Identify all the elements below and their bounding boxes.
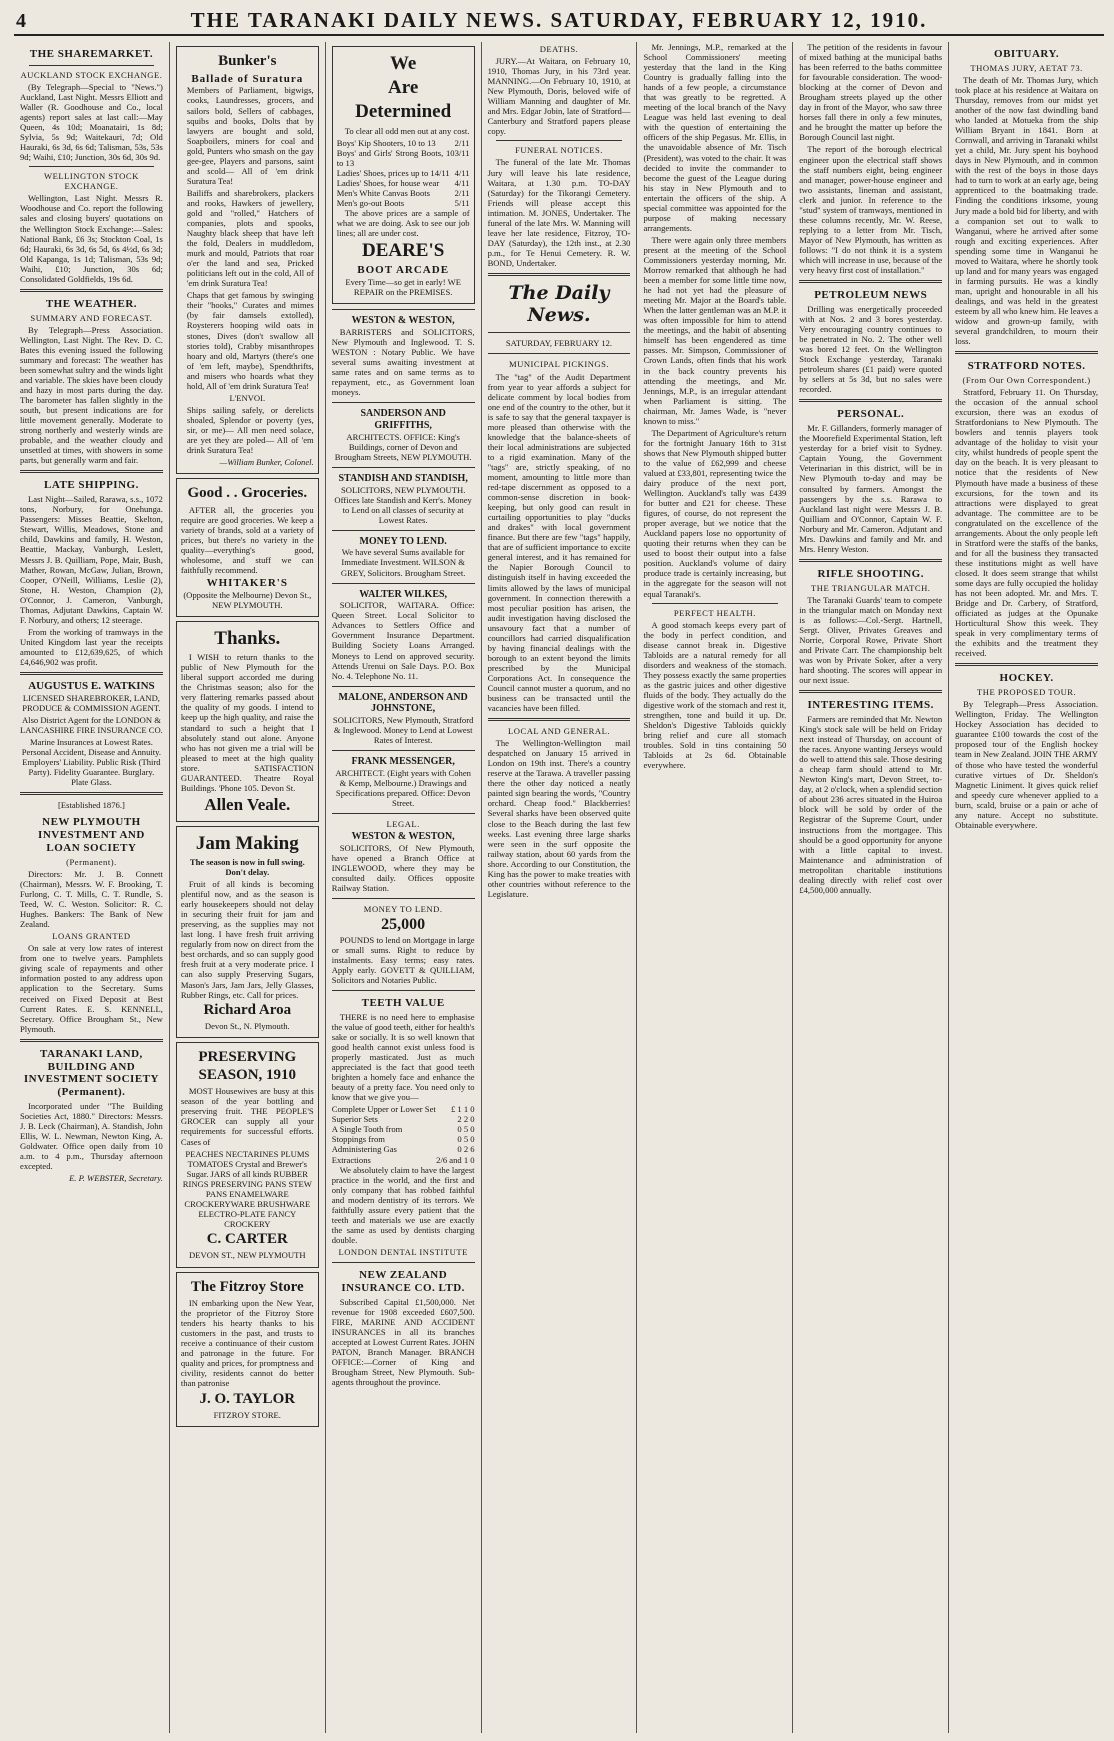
petroleum-heading: PETROLEUM NEWS bbox=[814, 289, 928, 302]
land-society-heading: TARANAKI LAND, BUILDING AND INVESTMENT SOCIETY (Permanent). bbox=[23, 1047, 159, 1099]
column-5 bbox=[637, 42, 793, 1733]
interesting-heading: INTERESTING ITEMS. bbox=[807, 699, 934, 712]
wellington-exchange-body: Wellington, Last Night. Messrs R. Woodhouse and Co. report the following sales and closing buyers' quotations on the Wellington Stock Exchange:—Sales: National Bank, £6 3s; Stockton Coal, 1s 6d; Hauraki, 6s 3d, 6s 5d, 6s 4½d, 6s 3d; Old Kapanga, 1s 1d; Talisman, 53s 9d; Waihi, £10; Junction, 30s 6d; Consolidated Goldfields, 19s 6d. bbox=[20, 193, 163, 284]
stratford-subheading: (From Our Own Correspondent.) bbox=[962, 375, 1091, 386]
preserving-heading: PRESERVING SEASON, 1910 bbox=[198, 1049, 297, 1083]
standish-heading: STANDISH AND STANDISH, bbox=[338, 472, 468, 484]
bunker-subheading: Ballade of Suratura bbox=[191, 72, 304, 85]
loans-heading: LOANS GRANTED bbox=[52, 931, 131, 942]
local-body: The Wellington-Wellington mail despatched on January 15 arrived in London on 19th inst. There's a country reserve at the Tarawa. A traveller passing there the other day noticed a neatly painted sign bearing the words, "Country orchard. Cheap food." Blackberries! Several sharks have been observed quite close to the Beach during the last few weeks. Last evening three large sharks were seen in the surf opposite the railway station, about 60 yards from the shore. According to our Constitution, the King has the power to make treaties with other countries without reference to the Legislature. bbox=[487, 738, 631, 899]
determined-price: 3/11 bbox=[454, 147, 470, 158]
lend-heading: MONEY TO LEND. bbox=[363, 904, 443, 914]
teeth-row bbox=[332, 1114, 475, 1124]
groceries-advert bbox=[176, 478, 319, 617]
london-dental-name: LONDON DENTAL INSTITUTE bbox=[338, 1246, 468, 1257]
interesting-body: Farmers are reminded that Mr. Newton King's stock sale will be held on Friday next instead of Thursday, on account of the races. Anyone wanting Jerseys would do well to attend this sale. Those desiring a cheap farm should attend to Mr. Newton King's mart, Devon Street, to-day, at 2 o'clock, when a splendid section of about 236 acres situated in the Huiroa block will be sold by order of the Registrar of the Supreme Court, under instructions from the mortgagee. This should be a good opportunity for anyone with a little capital to invest. Maintenance and administration of metropolitan charitable institutions dealing directly with relief cost over £4,500,000 annually. bbox=[799, 714, 943, 895]
determined-price: 4/11 bbox=[454, 177, 470, 188]
auckland-exchange-body: (By Telegraph—Special to "News.") Auckland, Last Night. Messrs Elliott and Waller (R. Goodhouse and Co., local agents) report sales at last call:—May Queen, 4s 10d; Moanatairi, 1s 8d; Sylvia, 5s 9d; Waitekauri, 7d; Old Hauraki, 6s 3d, 6s 6d; Talisman, 53s, 53s 9d; Waihi, £10; Junction, 30s 6d, 30s 9d. bbox=[20, 81, 163, 163]
land-society-signoff: E. P. WEBSTER, Secretary. bbox=[69, 1173, 163, 1184]
funeral-body: The funeral of the late Mr. Thomas Jury will leave his late residence, Waitara, at 1.30 p.m. TO-DAY (Saturday) for the Tikorangi Cemetery. Friends will please accept this intimation. M. JONES, Undertaker. The funeral of the late Mrs. W. Manning will leave her late residence, Fitzroy, TO-DAY (Saturday), the 12th inst., at 2.30 p.m., for Te Henui Cemetery. R. W. BOND, Undertaker. bbox=[487, 157, 631, 268]
jam-tagline: The season is now in full swing. Don't delay. bbox=[189, 856, 305, 877]
malone-body: SOLICITORS, New Plymouth, Stratford & Inglewood. Money to Lend at Lowest Rates of Interest. bbox=[332, 715, 474, 746]
weather-heading: THE WEATHER. bbox=[45, 297, 138, 310]
determined-price: 5/11 bbox=[454, 197, 470, 208]
teeth-price: £ 1 1 0 bbox=[450, 1104, 475, 1115]
groceries-heading: Good . . Groceries. bbox=[187, 485, 308, 502]
bunker-verse-3: Chaps that get famous by swinging their "hooks," Curates and mimes (by fair damsels extolled), Roysterers hooping wild oats in stones, Dives (don't swallow all stories told), Crabby misanthropes hoary and old, Martyrs (there's one of 'em left, maybe), Spendthrifts, and misers who hoards what they hold, All of 'em drink Suratura Tea! bbox=[186, 290, 314, 391]
griffiths-heading: SANDERSON AND GRIFFITHS, bbox=[360, 408, 446, 432]
preserving-advert bbox=[176, 1042, 319, 1267]
weston-body: BARRISTERS and SOLICITORS, New Plymouth and Inglewood. T. S. WESTON : Notary Public. We have several sums awaiting investment at same rates and on same terms as to repayment, etc., as Government loan moneys. bbox=[331, 327, 475, 398]
determined-row bbox=[337, 148, 470, 168]
auckland-exchange-heading: AUCKLAND STOCK EXCHANGE. bbox=[20, 69, 163, 80]
bunker-verse-2: Bailiffs and sharebrokers, plackers and rooks, Hawkers of jewellery, gold and "rolled," Hatchers of companies, plots and spooks, Naughty black sheep that have left the fold, Dealers in muddledom, murk and mould, Patriots that roar o'er the land and sea, Pricked politicians left out in the cold, All of 'em drink Suratura Tea! bbox=[186, 187, 314, 289]
page-number: 4 bbox=[16, 10, 26, 32]
determined-row bbox=[337, 168, 470, 178]
teeth-item: Complete Upper or Lower Set bbox=[331, 1104, 436, 1115]
column-2 bbox=[170, 42, 326, 1733]
masthead bbox=[14, 8, 1104, 36]
news-item-5: The report of the borough electrical engineer upon the electrical staff shows the staff numbers eight, being engineer and manager, power-house engineer and two assistants, lineman and assistant, clerk and junior. In reference to the "stud" system of tramways, mentioned in these columns recently, Mr. W. Reese, replying to a letter from Mr. Tisch, Mayor of New Plymouth, has written as follows: "I do not think it is a system which will increase in use, because of the very heavy first cost of installation." bbox=[799, 144, 943, 276]
wellington-exchange-heading: WELLINGTON STOCK EXCHANGE. bbox=[44, 171, 139, 192]
whitaker-name: WHITAKER'S bbox=[206, 577, 288, 590]
newspaper-page bbox=[14, 8, 1104, 1733]
editorial-date: SATURDAY, FEBRUARY 12. bbox=[505, 338, 613, 349]
deare-name: DEARE'S bbox=[361, 240, 445, 262]
investment-society-heading: NEW PLYMOUTH INVESTMENT AND LOAN SOCIETY bbox=[38, 816, 145, 855]
deare-subheading: BOOT ARCADE bbox=[357, 264, 450, 277]
deare-footer: Every Time—so get in early! WE REPAIR on the PREMISES. bbox=[345, 277, 461, 298]
hockey-body: By Telegraph—Press Association. Wellington, Friday. The Wellington Hockey Association has decided to guarantee £100 towards the cost of the proposed tour of the English hockey team in New Zealand. JOIN THE ARMY of those who have tested the wonderful curative virtues of Dr. Sheldon's Magnetic Liniment. It gives quick relief and speedy cure whenever applied to a burn, scald, bruise or a pain or ache of any nature. Accept no substitute. Obtainable everywhere. bbox=[955, 699, 1099, 830]
deaths-heading: DEATHS. bbox=[539, 44, 579, 54]
determined-item: Ladies' Shoes, for house wear bbox=[336, 177, 440, 188]
weston-heading: WESTON & WESTON, bbox=[351, 315, 455, 327]
weather-body: By Telegraph—Press Association. Wellington, Last Night. The Rev. D. C. Bates this evening issued the following summary and forecast: The weather has been somewhat sultry and the winds light and variable. The skies have been cloudy and hazy in most parts during the day. The barometer has fallen slightly in the south, but present indications are for little movement generally. Moderate to strong northerly and westerly winds are probable, and the weather cloudy and unsettled at times, with showers in some parts, but generally warm and fair. bbox=[20, 324, 163, 466]
rifle-subheading: THE TRIANGULAR MATCH. bbox=[811, 582, 931, 593]
fitzroy-body: IN embarking upon the New Year, the proprietor of the Fitzroy Store tenders his hearty thanks to his customers in the past, and trusts to receive a continuance of their custom and patronage in the future. For quality and prices, for promptness and civility, residents cannot do better than patronise bbox=[180, 1298, 314, 1389]
lend-amount: 25,000 bbox=[381, 916, 426, 934]
loans-body: On sale at very low rates of interest from one to twelve years. Pamphlets giving scale of repayments and other information posted to any address upon application to the Secretary. Sums received on Fixed Deposit at Best Current Rates. E. S. KENNELL, Secretary. Office Brougham St., New Plymouth. bbox=[20, 943, 163, 1034]
established-note: [Established 1876.] bbox=[58, 800, 125, 811]
funeral-heading: FUNERAL NOTICES. bbox=[515, 145, 603, 156]
investment-society-sub: (Permanent). bbox=[66, 856, 117, 867]
deaths-body: JURY.—At Waitara, on February 10, 1910, Thomas Jury, in his 73rd year. MANNING.—On February 10, 1910, at New Plymouth, Doris, beloved wife of William Manning and daughter of Mr. and Mrs. Edgar Jobin, late of Stratford—Canterbury and Stratford papers please copy. bbox=[487, 56, 631, 137]
bunker-heading: Bunker's bbox=[218, 53, 277, 69]
determined-word-2: Are bbox=[388, 77, 419, 99]
teeth-row bbox=[332, 1124, 475, 1134]
legal-body: SOLICITORS, Of New Plymouth, have opened a Branch Office at INGLEWOOD, where they may be consulted daily. Offices opposite Railway Station. bbox=[331, 842, 475, 893]
daily-news-nameplate: The Daily News. bbox=[508, 281, 610, 327]
hockey-subheading: THE PROPOSED TOUR. bbox=[977, 687, 1077, 698]
determined-price-list bbox=[337, 138, 470, 208]
weather-subheading: SUMMARY AND FORECAST. bbox=[30, 312, 153, 323]
perfect-health-body: A good stomach keeps every part of the body in perfect condition, and disease cannot break in. Digestive Tabloids are a natural remedy for all disorders and weakness of the stomach. They possess exactly the same properties as the gastric juices and other digestive fluids of the body. They actually do the digestive work of the stomach and rest it, strengthen, tone and build it up. Dr. Sheldon's Digestive Tabloids quickly bring relief and cure all stomach troubles. Sold in tins containing 50 Tabloids at 2s 6d. Obtainable everywhere. bbox=[643, 619, 787, 771]
hockey-heading: HOCKEY. bbox=[999, 672, 1054, 685]
newspaper-title: THE TARANAKI DAILY NEWS. SATURDAY, FEBRUARY 12, 1910. bbox=[190, 8, 928, 32]
watkins-advert bbox=[20, 680, 163, 787]
municipal-body: The "tag" of the Audit Department from year to year affords a subject for delicate comment by local bodies from one end of the country to the other, but it is safe to say that the general taxpayer is more pleased than otherwise with the knowledge that the balance-sheets of their local administrations are subjected to a rigid examination. Many of the "tags" are, strictly speaking, of no moment, amounting to little more than red-tape discernment as opposed to a common-sense discretion in book-keeping, but only good can result in curtailing opportunities to play "ducks and drakes" with local government finance. But there are few "tags" happily, that are of sufficient importance to excite general interest, and it has remained for the Napier Borough Council to distinguish itself in having exceeded the limits allowed by the laws of municipal government. In connection therewith a most peculiar position has arisen, the audit investigation having disclosed the unsavoury fact that a number of councillors had carried disqualification by having financial dealings with the borough to an extent beyond the limits prescribed by the Municipal Corporations Act. In consequence the Council cannot muster a quorum, and no business can be transacted until the vacancies have been filled. bbox=[487, 371, 631, 714]
bunker-envoy: Ships sailing safely, or derelicts shoaled, Splendor or poverty (yes, sir, or me)— All men need solace, are yet they are poled— All of 'em drink Suratura Tea! bbox=[186, 404, 314, 456]
nzi-heading: NEW ZEALAND INSURANCE CO. LTD. bbox=[341, 1268, 465, 1294]
determined-item: Men's go-out Boots bbox=[336, 197, 405, 208]
teeth-item: A Single Tooth from bbox=[331, 1124, 403, 1135]
bunker-advert bbox=[176, 46, 319, 474]
thanks-body: I WISH to return thanks to the public of New Plymouth for the liberal support accorded me during the Christmas season; also for the very flattering remarks passed about the quality of my goods. I intend to keep up the high quality, and raise the standard to such a height that I absolutely stand out alone. Anyone who has not given me a trial will be pleased to meet at the high quality store. SATISFACTION GUARANTEED. Theatre Royal Buildings. 'Phone 105. Devon St. bbox=[180, 652, 314, 793]
teeth-price: 2/6 and 1 0 bbox=[436, 1154, 475, 1165]
groceries-body: AFTER all, the groceries you require are good groceries. We keep a variety of brands, sold at a variety of prices, but there's no variety in the quality—everything's good, wholesome, and stuff we can faithfully recommend. bbox=[180, 504, 314, 575]
column-4 bbox=[482, 42, 638, 1733]
teeth-heading: TEETH VALUE bbox=[361, 997, 445, 1009]
news-item-4: The petition of the residents in favour of mixed bathing at the municipal baths has been referred to the baths committee for favourable consideration. The wood-blocking at the corner of Devon and Brougham streets played up the other day in front of the Mayor, who saw three horses fall there in only a few minutes, and he brought the matter up before the Borough Council last night. bbox=[799, 42, 943, 143]
watkins-name: AUGUSTUS E. WATKINS bbox=[28, 680, 155, 693]
determined-item: Men's White Canvas Boots bbox=[336, 187, 431, 198]
determined-word-1: We bbox=[389, 53, 417, 74]
shipping-heading: LATE SHIPPING. bbox=[44, 479, 139, 492]
determined-advert bbox=[332, 46, 475, 304]
rifle-heading: RIFLE SHOOTING. bbox=[817, 567, 924, 580]
determined-row bbox=[337, 188, 470, 198]
fitzroy-heading: The Fitzroy Store bbox=[190, 1278, 304, 1295]
determined-item: Ladies' Shoes, prices up to 14/11 bbox=[336, 167, 450, 178]
teeth-price: 0 5 0 bbox=[457, 1124, 475, 1135]
determined-price: 2/11 bbox=[454, 137, 470, 148]
rifle-body: The Taranaki Guards' team to compete in the triangular match on Monday next is as follows:—Col.-Sergt. Hartnell, Sergt. Oliver, Privates Greaves and Norrie, Corporal Rowe, Private Short and Private Carr. The championship belt was won by Private Soker, after a very hard shooting. The scores will appear in our next issue. bbox=[799, 594, 943, 686]
stratford-heading: STRATFORD NOTES. bbox=[967, 360, 1086, 373]
wilkes-heading: WALTER WILKES, bbox=[359, 588, 448, 600]
teeth-row bbox=[332, 1134, 475, 1144]
determined-row bbox=[337, 198, 470, 208]
column-3 bbox=[326, 42, 482, 1733]
column-6 bbox=[793, 42, 949, 1733]
personal-body: Mr. F. Gillanders, formerly manager of the Moorefield Experimental Station, left yesterday for a brief visit to Sydney. Captain Young, the Government Veterinarian in this district, will be in New Plymouth to-day and may be consulted by farmers. Amongst the passengers by the s.s. Rarawa to Auckland last night were Messrs J. B. Quilliam and O'Connor, Captain W. F. Norbury and Mr. Cameron. Adjutant and Mrs. Dawkins and family and Mr. and Mrs. Henry Weston. bbox=[799, 423, 943, 554]
determined-note: The above prices are a sample of what we are doing. Ask to see our job lines; all are under cost. bbox=[336, 208, 470, 239]
teeth-item: Stoppings from bbox=[331, 1134, 385, 1145]
bunker-signoff: —William Bunker, Colonel. bbox=[219, 457, 314, 468]
obituary-body: The death of Mr. Thomas Jury, which took place at his residence at Waitara on Thursday, removes from our midst yet another of the now fast dwindling band who landed at Motueka from the ship William Bryant in 1841. Born at Cornwall, and arriving in Taranaki whilst yet a child, Mr. Jury spent his boyhood days in New Plymouth, and in common with the rest of the boys in those days had to turn to work at an early age, being apprenticed to the boatmaking trade. Finding the conditions irksome, young Jury made a bold bid for liberty, and with a companion set out to walk to Wanganui, where he arrived after some rough and exciting experiences. After spending some time in Wanganui he moved to Waitara, where he shortly took up land and for many years was engaged in farming pursuits. He was a kindly man, upright and honourable in all his dealings, and was held in the greatest esteem by all who knew him. He leaves a widow and grown-up family, with several grandchildren, to mourn their loss. bbox=[955, 74, 1099, 347]
fitzroy-footer: FITZROY STORE. bbox=[213, 1410, 281, 1421]
preserving-list: PEACHES NECTARINES PLUMS TOMATOES Crystal and Brewer's Sugar. JARS of all kinds RUBBER RINGS PRESERVING PANS STEW PANS ENAMELWARE CROCKERYWARE BRUSHWARE ELECTRO-PLATE FANCY CROCKERY bbox=[182, 1148, 312, 1229]
watkins-insurance-list: Marine Insurances at Lowest Rates. Personal Accident, Disease and Annuity. Employers' Liability. Public Risk (Third Party). Fidelity Guarantee. Burglary. Plate Glass. bbox=[21, 737, 162, 788]
obituary-heading: OBITUARY. bbox=[994, 48, 1060, 60]
messenger-body: ARCHITECT. (Eight years with Cohen & Kemp, Melbourne.) Drawings and Specifications prepared. Office: Devon Street. bbox=[335, 767, 471, 808]
personal-heading: PERSONAL. bbox=[837, 408, 905, 421]
determined-row bbox=[337, 138, 470, 148]
jam-body: Fruit of all kinds is becoming plentiful now, and as the season is early housekeepers should not delay in securing their fruit for jam and preserving, as the supplies may not last long. I have fresh fruit arriving regularly from now on direct from the best orchards, and so can supply good fresh fruit at a very moderate price. I can also supply Preserving Sugars, Mason's Jars, Jam Jars, Jelly Glasses, Rubber Rings, etc. Call for prices. bbox=[180, 879, 314, 1000]
teeth-body: THERE is no need here to emphasise the value of good teeth, either for health's sake or socially. It is so well known that good health cannot exist unless food is properly masticated. Just as much appreciated is the fact that good teeth brighten a homely face and enhance the beauty of a pretty face. You need only to know that we give you— bbox=[331, 1011, 475, 1103]
whitaker-address: (Opposite the Melbourne) Devon St., NEW PLYMOUTH. bbox=[183, 589, 312, 610]
obituary-subheading: THOMAS JURY, AETAT 73. bbox=[970, 62, 1083, 73]
teeth-price-list bbox=[332, 1104, 475, 1164]
nzi-body: Subscribed Capital £1,500,000. Net revenue for 1908 exceeded £607,500. FIRE, MARINE AND ACCIDENT INSURANCES in all its branches accepted at Lowest Current Rates. JOHN PATON, Branch Manager. BRANCH OFFICE:—Corner of King and Brougham Street, New Plymouth. Sub-agents throughout the province. bbox=[331, 1296, 475, 1388]
shipping-body: Last Night—Sailed, Rarawa, s.s., 1072 tons, Norbury, for Onehunga. Passengers: Misses Beattie, Skelton, Stewart, Willis, Meadows, Stone and child, Dawkins and family, H. Weston, Beattie, Mackay, Vanburgh, Leslett, Messrs J. B. Quilliam, Pope, Mair, Bush, Mather, Rowan, McGaw, Julian, Brown, Cooper, O'Neill, Williams, Leslie (2), Stone, H. Weston, Champion (2), O'Connor, J. Cameron, Vanburgh, Thomas, Adjutant Dawkins, Captain W. F. Norbury, and others; 12 steerage. bbox=[20, 494, 163, 625]
local-heading: LOCAL AND GENERAL. bbox=[508, 726, 611, 737]
money-heading: MONEY TO LEND. bbox=[359, 535, 447, 547]
determined-price: 2/11 bbox=[454, 187, 470, 198]
column-1 bbox=[14, 42, 170, 1733]
teeth-item: Administering Gas bbox=[331, 1144, 397, 1155]
thanks-advert bbox=[176, 621, 319, 822]
bunker-verse-1: Members of Parliament, bigwigs, cooks, Laundresses, grocers, and sailors bold, Sellers of cabbages, squibs and books, Dolts that by lawyers are bought and sold, Soapboilers, miners for coal and gold, Punters who smash on the gay gee-gee, Players and parsons, saint and scold— All of 'em drink Suratura Tea! bbox=[186, 85, 314, 186]
fitzroy-advert bbox=[176, 1272, 319, 1428]
land-society-body: Incorporated under "The Building Societies Act, 1880." Directors: Messrs. J. B. Leck (Chairman), A. Standish, John Ellis, W. L. Newman, Newton King, A. Goldwater. Office open daily from 10 a.m. to 4 p.m., Thursday afternoon excepted. bbox=[20, 1101, 163, 1172]
teeth-row bbox=[332, 1104, 475, 1114]
determined-item: Boys' Kip Shooters, 10 to 13 bbox=[336, 137, 436, 148]
wilkes-body: SOLICITOR, WAITARA. Office: Queen Street. Local Solicitor to Advances to Settlers Office and Government Insurance Department. Building Society Loans Arranged. Moneys to Lend on approved security. Attends Urenui on Sale Days. P.O. Box No. 4. Telephone No. 11. bbox=[331, 600, 475, 681]
teeth-item: Extractions bbox=[331, 1154, 371, 1165]
sharemarket-heading: THE SHAREMARKET. bbox=[29, 48, 154, 60]
teeth-more: We absolutely claim to have the largest practice in the world, and the first and only company that has robbed faithful and modern dentistry of its terrors. We faithfully assure every patient that the teeth and materials we use are exactly the same as used by dentists charging double. bbox=[331, 1164, 475, 1245]
lend-body: POUNDS to lend on Mortgage in large or small sums. Right to reduce by instalments. Easy terms; easy rates. Apply early. GOVETT & QUILLIAM, Solicitors and Notaries Public. bbox=[331, 934, 475, 985]
standish-body: SOLICITORS, NEW PLYMOUTH. Offices late Standish and Kerr's. Money to Lend on all classes of security at Lowest Rates. bbox=[334, 484, 472, 525]
jam-advert bbox=[176, 826, 319, 1038]
perfect-health-heading: PERFECT HEALTH. bbox=[673, 607, 756, 618]
teeth-row bbox=[332, 1155, 475, 1165]
determined-row bbox=[337, 178, 470, 188]
column-7 bbox=[949, 42, 1104, 1733]
determined-item: Boys' and Girls' Strong Boots, 10 to 13 bbox=[336, 147, 455, 168]
jam-heading: Jam Making bbox=[195, 832, 299, 854]
columns bbox=[14, 42, 1104, 1733]
petroleum-body: Drilling was energetically proceeded with at Nos. 2 and 3 bores yesterday. Very encouraging country continues to be penetrated in No. 2. The other well was bored 12 feet. On the Wellington Stock Exchange yesterday, Taranaki petroleum shares (£1 paid) were quoted by sellers at 5s 3d, but no sales were recorded. bbox=[799, 303, 943, 395]
teeth-price: 0 5 0 bbox=[457, 1134, 475, 1145]
stratford-body: Stratford, February 11. On Thursday, the occasion of the annual school excursion, there was an exodus of Stratfordonians to New Plymouth. The bowlers and tennis players took advantage of the holiday to visit your city, whilst hundreds of people spent the day on the beach. It is very pleasant to notice that the residents of New Plymouth have made a business of these excursions, for the town and its attractions were displayed to great advantage. The committee are to be congratulated on the excellence of the arrangements. About the only people left in Stratford were the staffs of the banks, and for all the business they transacted these institutions might as well have closed. It does seem strange that whilst some days are fully occupied the holiday has not been adopted. Mr. and Mrs. T. Bridge and Dr. Carbery, of Stratford, officiated as judges at the Opunake Horticultural Show this week. They speak in very complimentary terms of the exhibits and the treatment they received. bbox=[955, 387, 1099, 659]
legal-firm: WESTON & WESTON, bbox=[351, 831, 455, 843]
determined-price: 4/11 bbox=[454, 167, 470, 178]
carter-address: DEVON ST., NEW PLYMOUTH bbox=[189, 1250, 306, 1261]
watkins-agency: Also District Agent for the LONDON & LANCASHIRE FIRE INSURANCE CO. bbox=[20, 714, 163, 736]
news-item-1: Mr. Jennings, M.P., remarked at the School Commissioners' meeting yesterday that the land in the King Country is gradually falling into the hands of a few people, a circumstance that was greatly to be regretted. A meeting of the local branch of the Navy League was held last evening to deal with the question of entertaining the officers of the ship Pegasus. Mr. Ellis, in the unavoidable absence of Mr. Tisch (President), was voted to the chair. It was decided to invite the commander to become the guest of the League during his stay in New Plymouth and to entertain the officers of the ship. A special committee was appointed for the purpose of making necessary arrangements. bbox=[643, 42, 787, 233]
fitzroy-signoff: J. O. TAYLOR bbox=[199, 1390, 296, 1407]
aroa-address: Devon St., N. Plymouth. bbox=[204, 1021, 290, 1032]
teeth-price: 0 2 6 bbox=[457, 1144, 475, 1155]
bunker-envoy-heading: L'ENVOI. bbox=[229, 392, 266, 403]
messenger-heading: FRANK MESSENGER, bbox=[351, 756, 455, 768]
watkins-title: LICENSED SHAREBROKER, LAND, PRODUCE & COMMISSION AGENT. bbox=[22, 692, 161, 713]
teeth-item: Superior Sets bbox=[331, 1114, 378, 1125]
aroa-name: Richard Aroa bbox=[203, 1001, 292, 1018]
news-item-3: The Department of Agriculture's return for the fortnight January 16th to 31st shows that New Plymouth shipped butter to the value of £62,999 and cheese valued at £33,801, representing twice the dairy produce of the next port, Wellington. Auckland's tally was £439 for butter and £21 for cheese. These figures, of course, do not represent the proper average, but we notice that the Auckland papers lose no opportunity of quoting their returns when they can be used to boost their output into a false position. Auckland's volume of dairy produce trade is certainly increasing, but in the aggregate for the season will not equal Taranaki's. bbox=[643, 427, 787, 599]
determined-intro: To clear all odd men out at any cost. bbox=[344, 125, 470, 136]
determined-word-3: Determined bbox=[355, 101, 452, 123]
investment-society-body: Directors: Mr. J. B. Connett (Chairman), Messrs. W. F. Brooking, T. Furlong, C. T. Mills, C. T. Rundle, S. Teed, W. C. Weston. Solicitor: R. C. Hughes. Bankers: The Bank of New Zealand. bbox=[20, 868, 163, 930]
griffiths-body: ARCHITECTS. OFFICE: King's Buildings, corner of Devon and Brougham Streets, NEW PLYMOUTH. bbox=[334, 431, 472, 462]
thanks-heading: Thanks. bbox=[214, 627, 281, 649]
preserving-body: MOST Housewives are busy at this season of the year bottling and preserving fruit. THE PEOPLE'S GROCER can supply all your requirements for successful efforts. Cases of bbox=[180, 1086, 314, 1147]
teeth-price: 2 2 0 bbox=[457, 1114, 475, 1125]
carter-name: C. CARTER bbox=[206, 1230, 288, 1247]
municipal-heading: MUNICIPAL PICKINGS. bbox=[508, 359, 610, 370]
veale-name: Allen Veale. bbox=[204, 794, 291, 814]
teeth-row bbox=[332, 1144, 475, 1154]
tramway-receipts: From the working of tramways in the United Kingdom last year the receipts amounted to £12,639,625, of which £4,646,902 was profit. bbox=[20, 626, 163, 667]
legal-heading: LEGAL. bbox=[386, 819, 420, 830]
malone-heading: MALONE, ANDERSON AND JOHNSTONE, bbox=[338, 691, 468, 715]
news-item-2: There were again only three members present at the meeting of the School Commissioners yesterday morning, Mr. Morrow remarked that although he had been a member for some little time now, he had not yet had the pleasure of meeting Mr. Major at the Board's table. When the latter gentleman was an M.P. it was often impossible for him to attend the meetings, and the habit of absenting himself has been engendered as time passes. Mr. Simpson, Commissioner of Crown Lands, often finds that his work in the back country prevents his attending the meetings, and Mr. Jennings, M.P., is an irregular attendant when Parliament is sitting. The chairman, Mr. James Wade, is "never known to miss." bbox=[643, 234, 787, 426]
money-body: We have several Sums available for Immediate Investment. WILSON & GREY, Solicitors. Brougham Street. bbox=[340, 547, 466, 578]
